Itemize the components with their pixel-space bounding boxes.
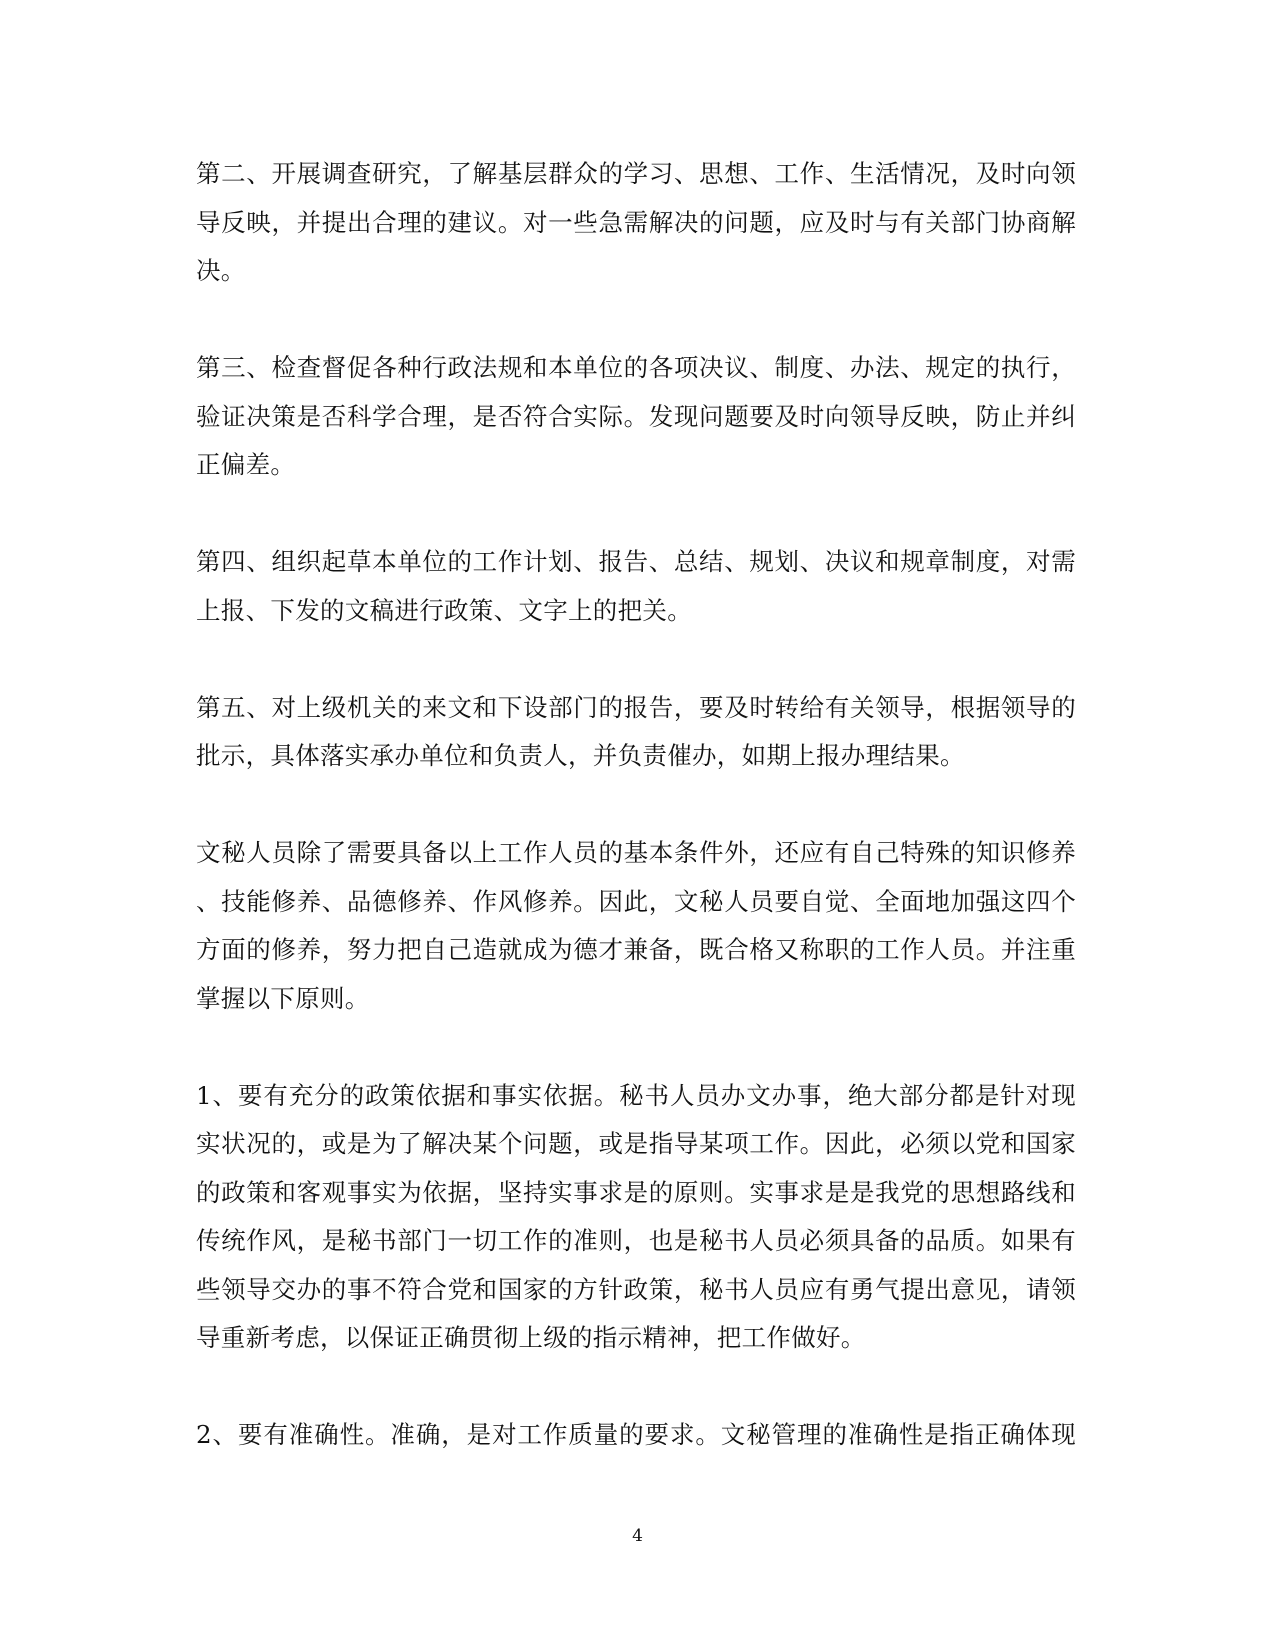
paragraph-2 xyxy=(196,344,1076,490)
text-line: 文秘人员除了需要具备以上工作人员的基本条件外，还应有自己特殊的知识修养 xyxy=(196,838,1076,867)
paragraph-gap xyxy=(196,635,1076,684)
paragraph-gap xyxy=(196,1023,1076,1072)
text-line: 正偏差。 xyxy=(196,450,296,479)
body-text xyxy=(196,150,1076,1460)
paragraph-gap xyxy=(196,296,1076,345)
text-line: 些领导交办的事不符合党和国家的方针政策，秘书人员应有勇气提出意见，请领 xyxy=(196,1274,1076,1304)
text-line: 决。 xyxy=(196,256,246,285)
text-line: 第四、组织起草本单位的工作计划、报告、总结、规划、决议和规章制度，对需 xyxy=(196,547,1076,576)
text-line: 1、要有充分的政策依据和事实依据。秘书人员办文办事，绝大部分都是针对现 xyxy=(196,1080,1076,1110)
text-line: 、技能修养、品德修养、作风修养。因此，文秘人员要自觉、全面地加强这四个 xyxy=(196,886,1076,916)
paragraph-gap xyxy=(196,781,1076,830)
paragraph-gap xyxy=(196,490,1076,539)
paragraph-5 xyxy=(196,829,1076,1023)
text-line: 第五、对上级机关的来文和下设部门的报告，要及时转给有关领导，根据领导的 xyxy=(196,692,1076,722)
text-line: 掌握以下原则。 xyxy=(196,983,370,1013)
text-line: 方面的修养，努力把自己造就成为德才兼备，既合格又称职的工作人员。并注重 xyxy=(196,935,1076,964)
text-line: 的政策和客观事实为依据，坚持实事求是的原则。实事求是是我党的思想路线和 xyxy=(196,1177,1076,1207)
text-line: 第二、开展调查研究，了解基层群众的学习、思想、工作、生活情况，及时向领 xyxy=(196,159,1076,188)
text-line: 传统作风，是秘书部门一切工作的准则，也是秘书人员必须具备的品质。如果有 xyxy=(196,1226,1076,1255)
page-number: 4 xyxy=(632,1526,643,1546)
text-line: 批示，具体落实承办单位和负责人，并负责催办，如期上报办理结果。 xyxy=(196,741,965,770)
paragraph-4 xyxy=(196,684,1076,781)
text-line: 第三、检查督促各种行政法规和本单位的各项决议、制度、办法、规定的执行， xyxy=(196,353,1076,382)
text-line: 导反映，并提出合理的建议。对一些急需解决的问题，应及时与有关部门协商解 xyxy=(196,207,1076,237)
text-line: 验证决策是否科学合理，是否符合实际。发现问题要及时向领导反映，防止并纠 xyxy=(196,401,1076,431)
paragraph-7 xyxy=(196,1411,1076,1460)
text-line: 导重新考虑，以保证正确贯彻上级的指示精神，把工作做好。 xyxy=(196,1323,866,1352)
paragraph-3 xyxy=(196,538,1076,635)
paragraph-6 xyxy=(196,1072,1076,1363)
paragraph-1 xyxy=(196,150,1076,296)
text-line: 实状况的，或是为了解决某个问题，或是指导某项工作。因此，必须以党和国家 xyxy=(196,1129,1076,1158)
paragraph-gap xyxy=(196,1363,1076,1412)
text-line: 2、要有准确性。准确，是对工作质量的要求。文秘管理的准确性是指正确体现 xyxy=(196,1420,1076,1449)
text-line: 上报、下发的文稿进行政策、文字上的把关。 xyxy=(196,595,692,625)
